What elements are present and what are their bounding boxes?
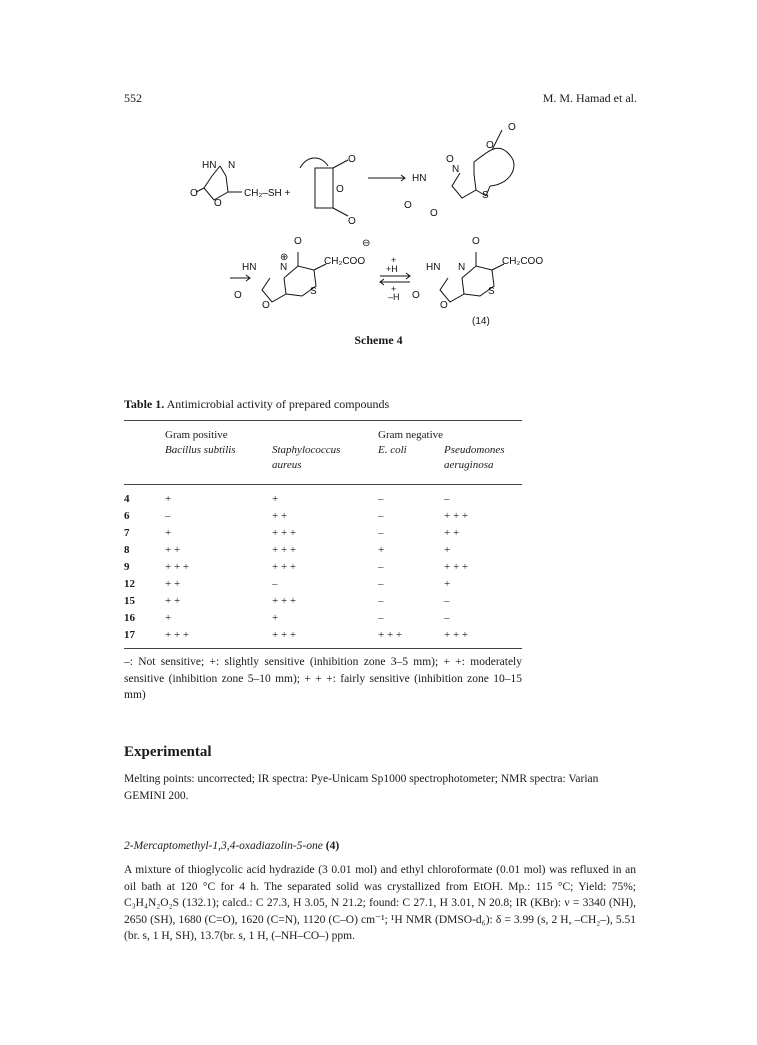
table-row: 4 + + – – (124, 493, 450, 505)
scheme-r2-s2: S (488, 286, 495, 297)
table-row: 16 + + – – (124, 612, 450, 624)
scheme-p1-s: S (482, 190, 489, 201)
scheme-r1-o-b: O (214, 198, 222, 209)
scheme-reagent-plus-bottom: + (391, 284, 397, 294)
scheme-p1-hn: HN (412, 173, 427, 184)
table-caption-label: Table 1. (124, 397, 165, 411)
scheme-compound-14: (14) (472, 316, 490, 327)
experimental-procedure: A mixture of thioglycolic acid hydrazide (3 0.01 mol) and ethyl chloroformate (0.01 mol) was refluxed in an oil bath at 120 °C for 4 h. The separated solid was crystallized from EtOH. Mp.: 115 °C; Yield: 75%; C₃H₄N₂O₂S (132.1); calcd.: C 27.3, H 3.05, N 21.2; found: C 27.1, H 3.01, N 20.8; IR (KBr): ν = 3340 (NH), 2650 (SH), 1680 (C=O), 1620 (C=N), 1120 (C–O) cm⁻¹; ¹H NMR (DMSO-d₆): δ = 3.99 (s, 2 H, –CH₂–), 5.51 (br. s, 1 H, SH), 13.7(br. s, 1 H, (–NH–CO–) ppm. (124, 864, 636, 942)
table-row: 17 + + + + + + + + + + + + (124, 629, 469, 641)
col-aureus: aureus (272, 459, 302, 471)
scheme-minus-charge: ⊖ (362, 238, 371, 249)
scheme-anh-o2: O (336, 184, 344, 195)
scheme-r1-n: N (228, 160, 236, 171)
scheme-p1-o2: O (486, 140, 494, 151)
table-caption (124, 397, 389, 412)
scheme-p1-o4: O (404, 200, 412, 211)
col-staphylococcus: Staphylococcus (272, 444, 341, 456)
table-row: 9 + + + + + + – + + + (124, 561, 469, 573)
header-gram-negative: Gram negative (378, 429, 444, 441)
subsection-heading (124, 838, 339, 855)
scheme-r2-ch2coo2: CH₂COO (502, 256, 544, 267)
scheme-p1-o1: O (508, 122, 516, 133)
scheme-anh-o1: O (348, 154, 356, 165)
col-pseudomones: Pseudomones (444, 444, 505, 456)
table-bottom-rule (124, 648, 522, 649)
scheme-r2-hn1: HN (242, 262, 257, 273)
table-row: 15 + + + + + – – (124, 595, 450, 607)
scheme-r2-o-c1: O (262, 300, 270, 311)
compound-name: 2-Mercaptomethyl-1,3,4-oxadiazolin-5-one (124, 840, 323, 852)
table-top-rule (124, 420, 522, 421)
scheme-reagent-plus-top: + (391, 255, 397, 265)
scheme-r2-ch2coo1: CH₂COO (324, 256, 366, 267)
table-row: 7 + + + + – + + (124, 527, 460, 539)
table-row: 6 – + + – + + + (124, 510, 469, 522)
compound-number: (4) (322, 840, 340, 852)
scheme-r2-o-b1: O (234, 290, 242, 301)
header-gram-positive: Gram positive (165, 429, 228, 441)
scheme-r2-s1: S (310, 286, 317, 297)
section-heading-experimental: Experimental (124, 744, 212, 760)
experimental-intro: Melting points: uncorrected; IR spectra: Pye-Unicam Sp1000 spectrophotometer; NMR spectra: Varian GEMINI 200. (124, 773, 599, 802)
scheme-plus-charge: ⊕ (280, 252, 289, 263)
scheme-reagent-bottom: –H (388, 292, 400, 302)
col-e-coli: E. coli (378, 444, 407, 456)
scheme-r2-o-b2: O (412, 290, 420, 301)
scheme-r2-o-c2: O (440, 300, 448, 311)
page-number: 552 (124, 91, 142, 105)
table-row: 12 + + – – + (124, 578, 451, 590)
scheme-r2-n1: N (280, 262, 288, 273)
reaction-scheme (190, 118, 580, 333)
scheme-r2-o-top2: O (472, 236, 480, 247)
scheme-r1-hn: HN (202, 160, 217, 171)
antimicrobial-table (124, 493, 522, 646)
scheme-label: Scheme 4 (354, 333, 403, 347)
table-row: 8 + + + + + + + (124, 544, 451, 556)
scheme-r2-n2: N (458, 262, 466, 273)
scheme-reagent-top: +H (386, 264, 398, 274)
table-header-rule (124, 484, 522, 485)
scheme-p1-o5: O (430, 208, 438, 219)
scheme-p1-n: N (452, 164, 460, 175)
scheme-p1-o3: O (446, 154, 454, 165)
scheme-r1-o-a: O (190, 188, 198, 199)
table-caption-text: Antimicrobial activity of prepared compounds (164, 397, 390, 411)
scheme-r2-hn2: HN (426, 262, 441, 273)
running-authors: M. M. Hamad et al. (542, 91, 637, 105)
table-footnote: –: Not sensitive; +: slightly sensitive (inhibition zone 3–5 mm); + +: moderately sensitive (inhibition zone 5–10 mm); + + +: fairly sensitive (inhibition zone 10–15 mm) (124, 656, 522, 701)
col-bacillus-subtilis: Bacillus subtilis (165, 444, 236, 456)
col-aeruginosa: aeruginosa (444, 459, 494, 471)
scheme-r1-ch2sh: CH₂–SH + (244, 188, 291, 199)
scheme-anh-o3: O (348, 216, 356, 227)
scheme-r2-o-top1: O (294, 236, 302, 247)
